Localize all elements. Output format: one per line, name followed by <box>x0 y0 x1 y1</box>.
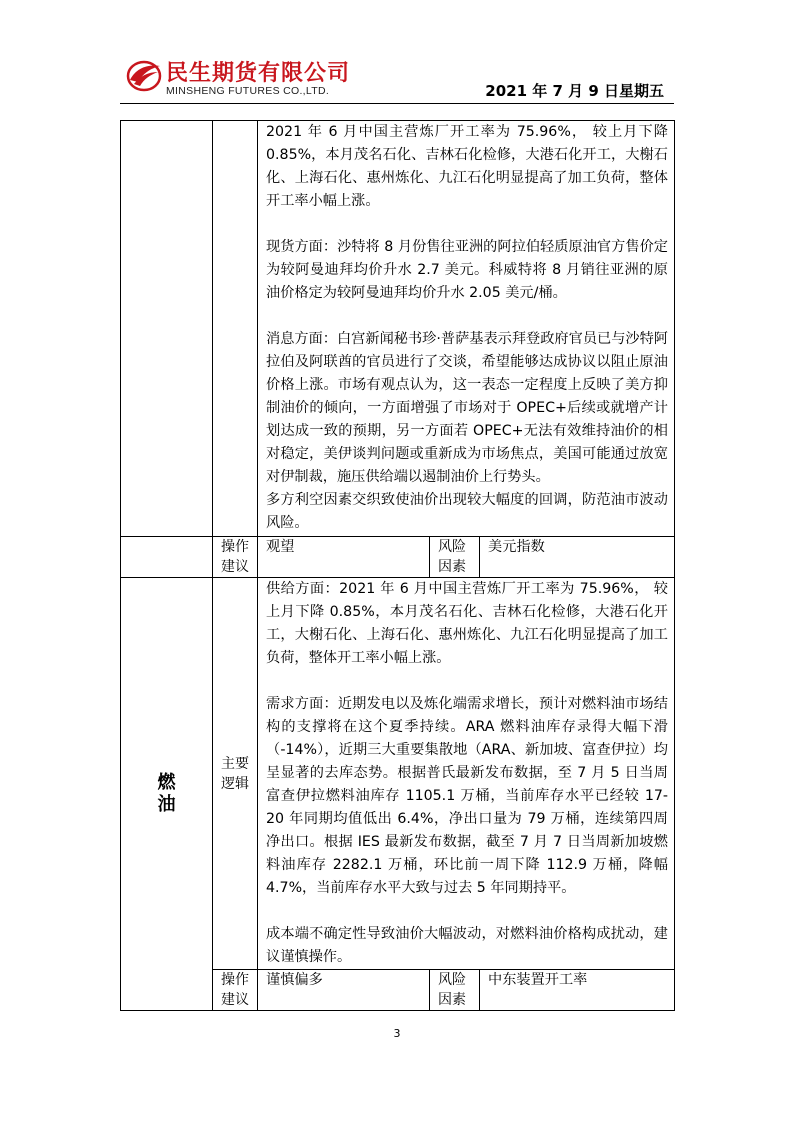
crude-paragraph: 多方利空因素交织致使油价出现较大幅度的回调，防范油市波动风险。 <box>266 492 668 531</box>
fuel-content-cell <box>258 578 675 970</box>
crude-content-row <box>121 121 675 537</box>
crude-operation-row <box>121 537 675 578</box>
page-number: 3 <box>393 1027 401 1040</box>
crude-paragraph: 2021 年 6 月中国主营炼厂开工率为 75.96%， 较上月下降 0.85%，本月茂名石化、吉林石化检修，大港石化开工，大榭石化、上海石化、惠州炼化、九江石化明显提高了加工负荷，整体开工率小幅上涨。 <box>266 124 668 209</box>
crude-op-label: 操作建议 <box>213 537 258 578</box>
fuel-category-cell <box>121 578 213 1011</box>
crude-risk-value: 美元指数 <box>480 537 675 578</box>
report-date: 2021 年 7 月 9 日星期五 <box>485 82 664 100</box>
crude-label-cell <box>213 121 258 537</box>
fuel-paragraph: 成本端不确定性导致油价大幅波动，对燃料油价格构成扰动，建议谨慎操作。 <box>266 926 668 965</box>
company-logo <box>126 56 366 102</box>
fuel-logic-label: 主要逻辑 <box>213 578 258 970</box>
crude-paragraph: 现货方面：沙特将 8 月份售往亚洲的阿拉伯轻质原油官方售价定为较阿曼迪拜均价升水 2.7 美元。科威特将 8 月销往亚洲的原油价格定为较阿曼迪拜均价升水 2.05 美元/桶。 <box>266 239 668 301</box>
header-divider <box>120 103 674 104</box>
page-header <box>0 0 794 120</box>
crude-category-cell-cont <box>121 537 213 578</box>
fuel-risk-value: 中东装置开工率 <box>480 970 675 1011</box>
crude-content-cell <box>258 121 675 537</box>
fuel-op-label: 操作建议 <box>213 970 258 1011</box>
fuel-paragraph: 供给方面：2021 年 6 月中国主营炼厂开工率为 75.96%， 较上月下降 0.85%，本月茂名石化、吉林石化检修，大港石化开工，大榭石化、上海石化、惠州炼化、九江石化明显提高了加工负荷，整体开工率小幅上涨。 <box>266 581 668 666</box>
fuel-content-row <box>121 578 675 970</box>
minsheng-logo-icon <box>126 58 162 92</box>
fuel-paragraph: 需求方面：近期发电以及炼化端需求增长，预计对燃料油市场结构的支撑将在这个夏季持续。ARA 燃料油库存录得大幅下滑（-14%），近期三大重要集散地（ARA、新加坡、富查伊拉）均呈显著的去库态势。根据普氏最新发布数据，至 7 月 5 日当周富查伊拉燃料油库存 1105.1 万桶，当前库存水平已经较 17-20 年同期均值低出 6.4%，净出口量为 79 万桶，连续第四周净出口。根据 IES 最新发布数据，截至 7 月 7 日当周新加坡燃料油库存 2282.1 万桶，环比前一周下降 112.9 万桶，降幅 4.7%，当前库存水平大致与过去 5 年同期持平。 <box>266 696 668 896</box>
fuel-category-label: 燃油 <box>157 772 176 815</box>
crude-category-cell <box>121 121 213 537</box>
company-name-en: MINSHENG FUTURES CO.,LTD. <box>166 85 330 97</box>
company-name-cn: 民生期货有限公司 <box>166 61 351 86</box>
analysis-table <box>120 120 675 1011</box>
crude-paragraph: 消息方面：白宫新闻秘书珍·普萨基表示拜登政府官员已与沙特阿拉伯及阿联酋的官员进行了交谈，希望能够达成协议以阻止原油价格上涨。市场有观点认为，这一表态一定程度上反映了美方抑制油价的倾向，一方面增强了市场对于 OPEC+后续或就增产计划达成一致的预期，另一方面若 OPEC+无法有效维持油价的相对稳定，美伊谈判问题或重新成为市场焦点，美国可能通过放宽对伊制裁，施压供给端以遏制油价上行势头。 <box>266 331 668 485</box>
crude-risk-label: 风险因素 <box>430 537 480 578</box>
crude-op-value: 观望 <box>258 537 430 578</box>
fuel-op-value: 谨慎偏多 <box>258 970 430 1011</box>
fuel-risk-label: 风险因素 <box>430 970 480 1011</box>
